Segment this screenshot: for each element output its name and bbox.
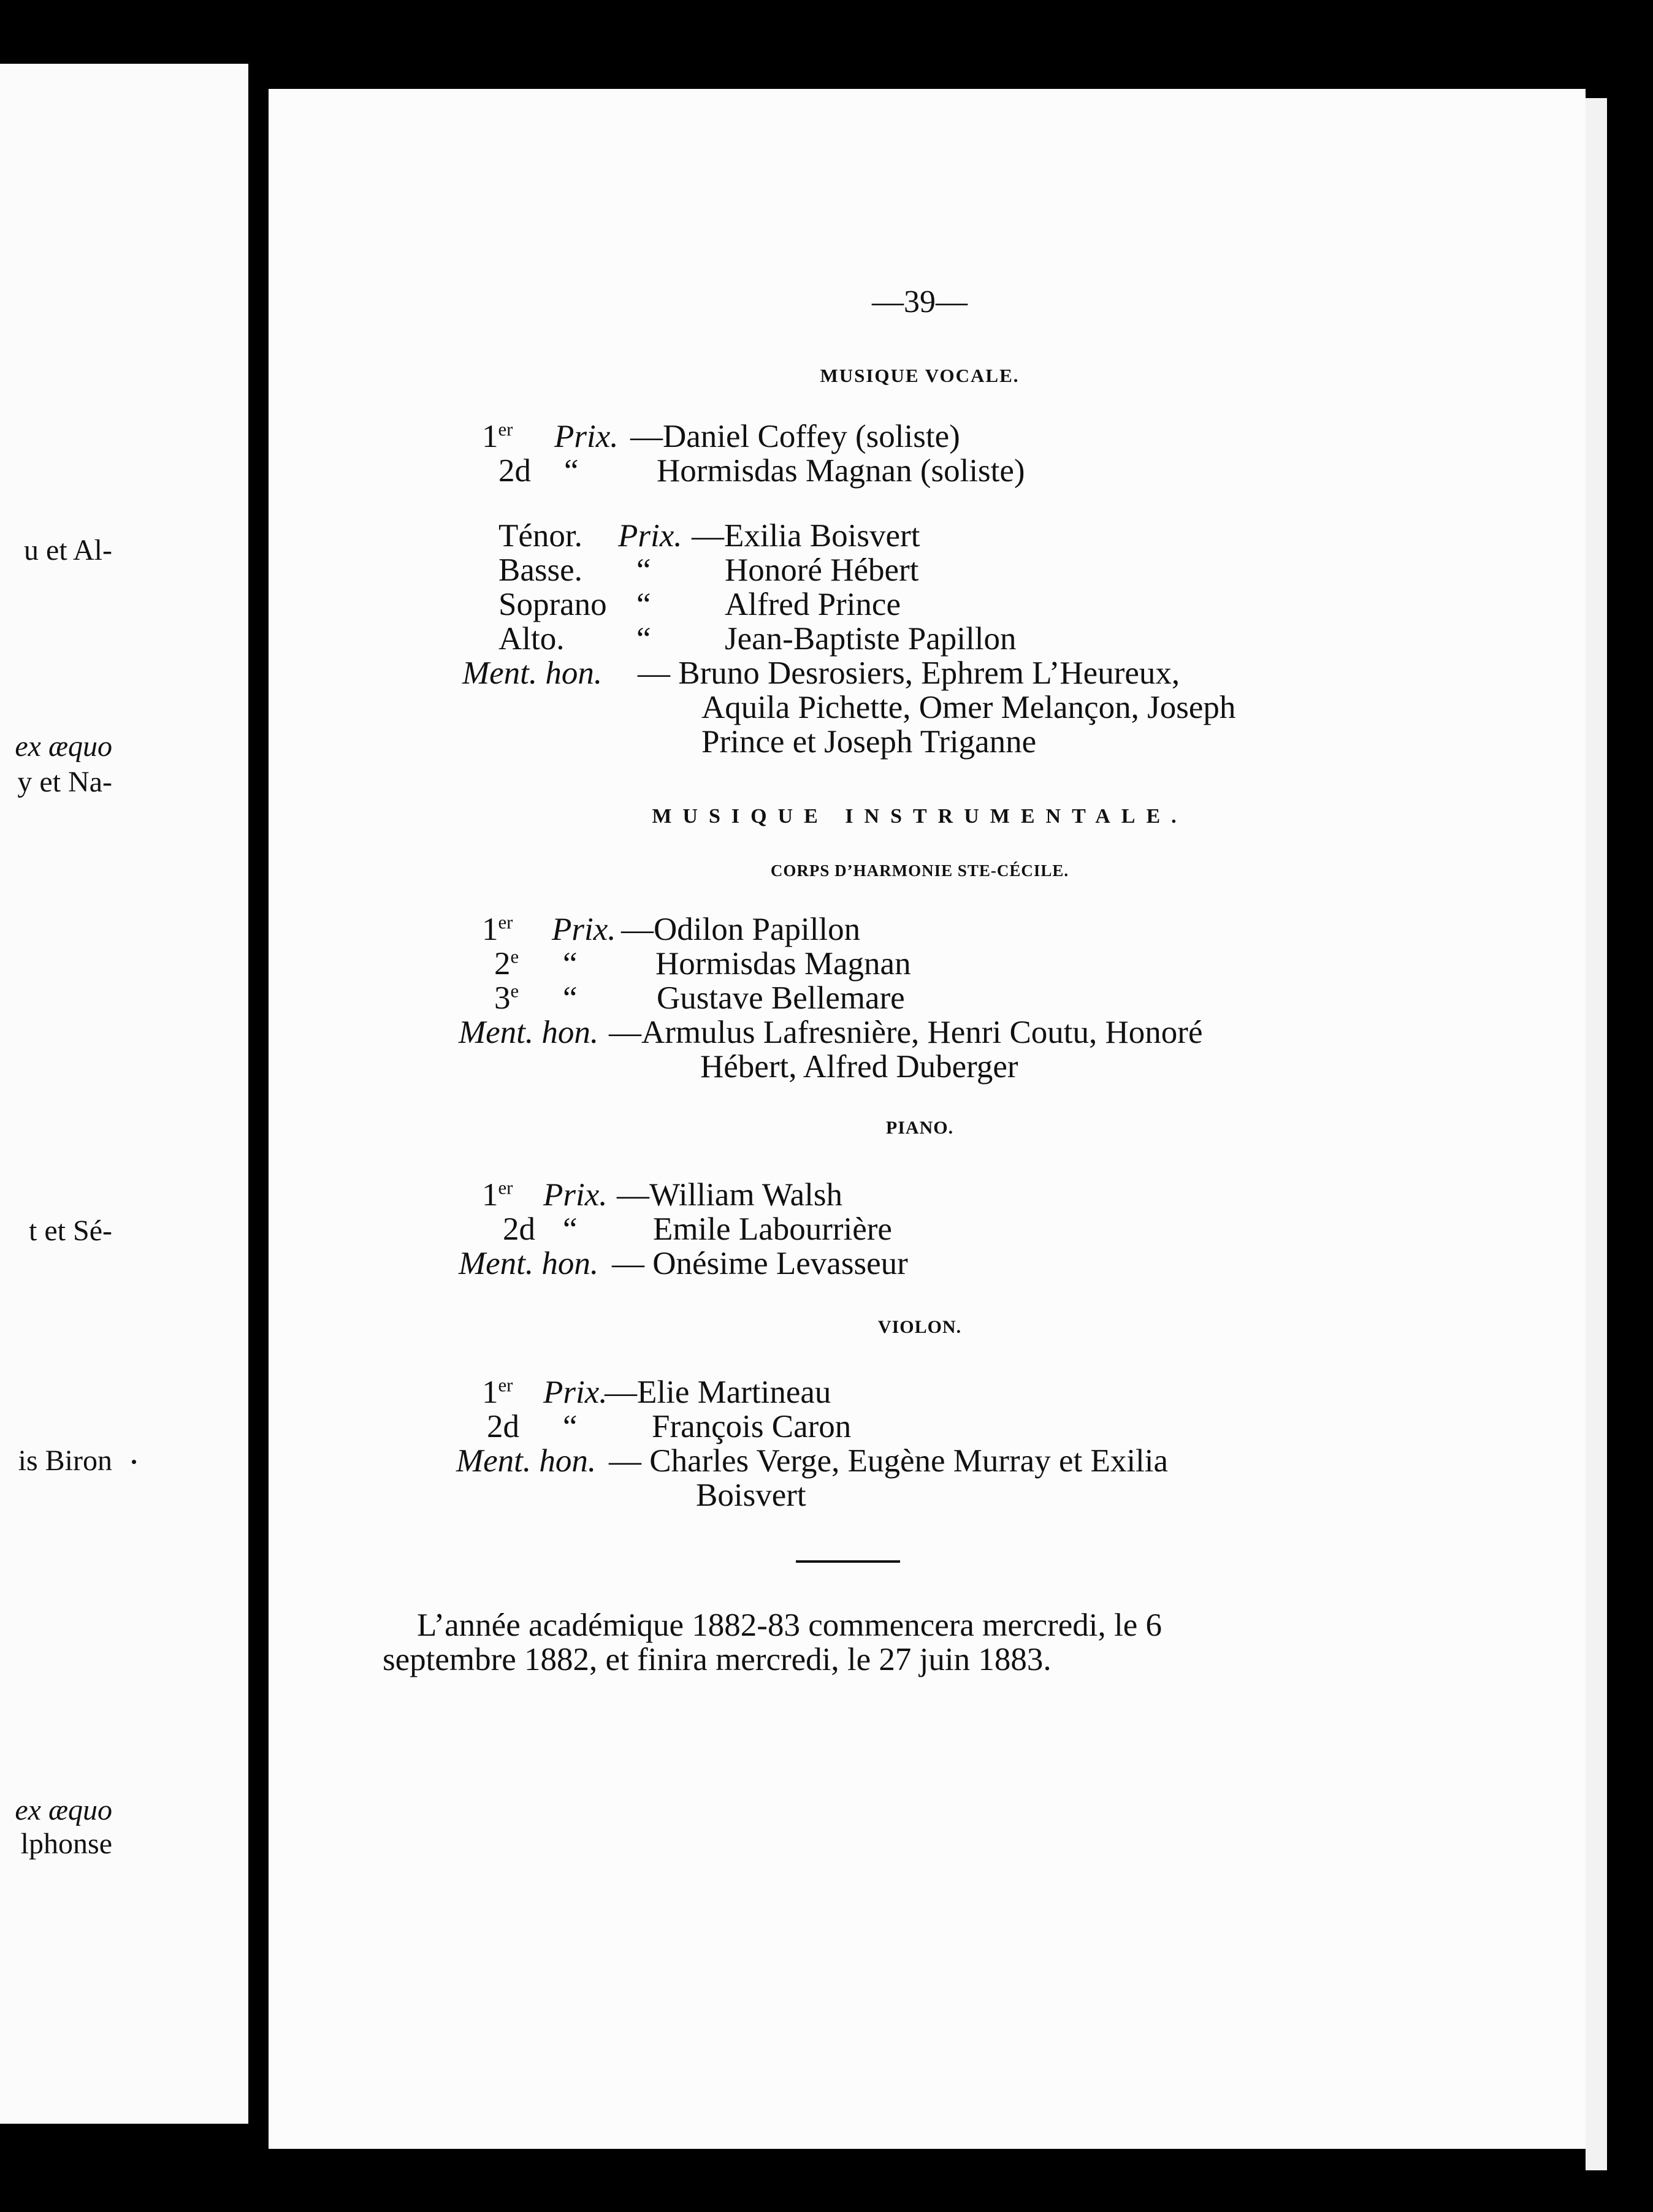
voice-type: Basse. xyxy=(498,552,582,588)
section-heading-instrumental: MUSIQUE INSTRUMENTALE. xyxy=(652,805,1188,828)
prize-winner: —Daniel Coffey (soliste) xyxy=(630,419,960,454)
fragment-text: is Biron xyxy=(18,1444,112,1477)
voice-type: Ténor. xyxy=(498,518,582,554)
prize-winner: Alfred Prince xyxy=(725,587,901,622)
page-number: —39— xyxy=(872,284,968,319)
subsection-heading-band: CORPS D’HARMONIE STE-CÉCILE. xyxy=(770,861,1069,880)
prize-winner: —Exilia Boisvert xyxy=(692,518,920,554)
mention-label: Ment. hon. xyxy=(462,655,603,691)
prize-winner: Hormisdas Magnan (soliste) xyxy=(657,453,1025,489)
voice-type: Soprano xyxy=(498,587,607,622)
ditto-mark: “ xyxy=(563,946,578,982)
prize-winner: Gustave Bellemare xyxy=(657,980,905,1016)
mention-line: Aquila Pichette, Omer Melançon, Joseph xyxy=(701,690,1236,725)
prize-winner: —Elie Martineau xyxy=(605,1375,831,1410)
prize-winner: François Caron xyxy=(652,1409,852,1444)
prize-rank: 1er xyxy=(482,419,513,454)
ink-dot xyxy=(132,1460,136,1464)
mention-line: Boisvert xyxy=(696,1478,806,1513)
ditto-mark: “ xyxy=(564,453,579,489)
prize-winner: Emile Labourrière xyxy=(653,1211,892,1247)
mention-line: Prince et Joseph Triganne xyxy=(701,724,1037,760)
prize-rank: 2d xyxy=(498,453,531,489)
prize-rank: 3e xyxy=(494,980,519,1016)
closing-line: septembre 1882, et finira mercredi, le 27 juin 1883. xyxy=(383,1642,1052,1677)
prize-label: Prix. xyxy=(618,518,682,554)
fragment-text: t et Sé- xyxy=(29,1215,112,1247)
prize-winner: Honoré Hébert xyxy=(725,552,919,588)
prize-rank: 2d xyxy=(487,1409,519,1444)
page-edge xyxy=(1586,98,1607,2170)
mention-label: Ment. hon. xyxy=(459,1246,599,1281)
ditto-mark: “ xyxy=(563,1409,578,1444)
prize-label: Prix. xyxy=(543,1375,608,1410)
fragment-text: y et Na- xyxy=(17,766,112,798)
prize-winner: —William Walsh xyxy=(617,1177,842,1213)
prize-rank: 2e xyxy=(494,946,519,982)
prize-label: Prix. xyxy=(552,912,616,947)
prize-winner: Hormisdas Magnan xyxy=(655,946,911,982)
section-divider xyxy=(796,1560,900,1563)
prize-winner: Jean-Baptiste Papillon xyxy=(725,621,1017,657)
ditto-mark: “ xyxy=(563,1211,578,1247)
prize-winner: —Odilon Papillon xyxy=(621,912,861,947)
mention-line: — Onésime Levasseur xyxy=(612,1246,908,1281)
section-heading-vocal: MUSIQUE VOCALE. xyxy=(820,365,1020,386)
mention-label: Ment. hon. xyxy=(459,1015,599,1050)
subsection-heading-piano: PIANO. xyxy=(885,1118,954,1138)
subsection-heading-violin: VIOLON. xyxy=(877,1317,962,1337)
mention-line: —Armulus Lafresnière, Henri Coutu, Honoré xyxy=(609,1015,1203,1050)
mention-line: Hébert, Alfred Duberger xyxy=(700,1049,1018,1085)
prize-label: Prix. xyxy=(554,419,619,454)
ditto-mark: “ xyxy=(636,587,651,622)
ditto-mark: “ xyxy=(563,980,578,1016)
ditto-mark: “ xyxy=(636,552,651,588)
fragment-text: u et Al- xyxy=(24,534,112,566)
voice-type: Alto. xyxy=(498,621,565,657)
fragment-text: lphonse xyxy=(20,1828,112,1860)
document-page xyxy=(269,89,1586,2149)
closing-line: L’année académique 1882-83 commencera mercredi, le 6 xyxy=(417,1608,1162,1643)
prize-rank: 1er xyxy=(482,912,513,947)
prize-rank: 1er xyxy=(482,1177,513,1213)
ditto-mark: “ xyxy=(636,621,651,657)
fragment-text: ex æquo xyxy=(15,1794,112,1826)
mention-label: Ment. hon. xyxy=(456,1443,597,1479)
previous-page-fragment xyxy=(0,64,248,2124)
mention-line: — Bruno Desrosiers, Ephrem L’Heureux, xyxy=(638,655,1180,691)
prize-rank: 1er xyxy=(482,1375,513,1410)
fragment-text: ex æquo xyxy=(15,730,112,763)
prize-label: Prix. xyxy=(543,1177,608,1213)
mention-line: — Charles Verge, Eugène Murray et Exilia xyxy=(609,1443,1169,1479)
prize-rank: 2d xyxy=(503,1211,535,1247)
